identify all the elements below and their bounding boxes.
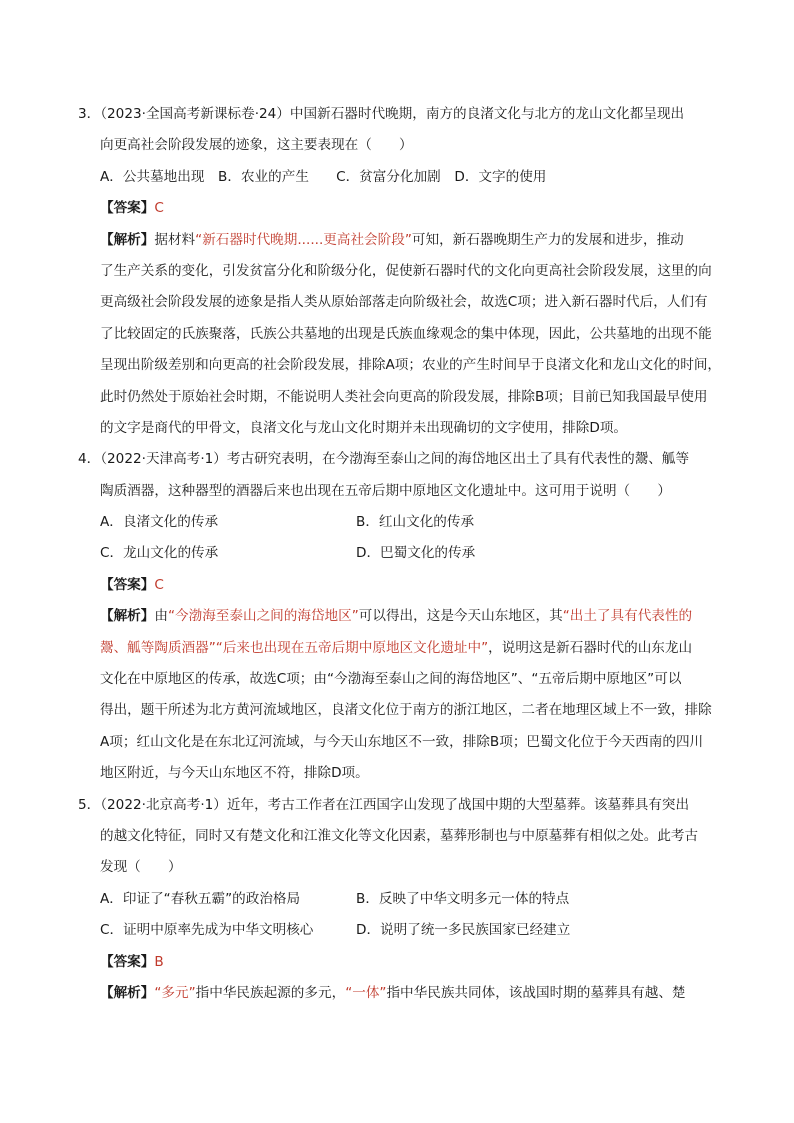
document-content [78,99,728,1009]
option-d: D．巴蜀文化的传承 [356,545,476,562]
option-c: C．证明中原率先成为中华文明核心 [100,922,314,939]
answer-value: C [154,576,164,593]
analysis-seg: 可知，新石器晚期生产力的发展和进步，推动 [411,231,684,248]
analysis-line: 了比较固定的氏族聚落，氏族公共墓地的出现是氏族血缘观念的集中体现，因此，公共墓地的出现不能 [100,325,712,342]
answer-label: 【答案】 [100,953,155,970]
option-c: C．龙山文化的传承 [100,545,219,562]
question-text-line: 向更高社会阶段发展的迹象，这主要表现在（ ） [100,137,413,154]
option-d: D．说明了统一多民族国家已经建立 [356,922,571,939]
analysis-seg: 由 [154,608,168,625]
analysis-label: 【解析】 [100,984,155,1001]
analysis-line [78,633,728,664]
options-row [78,884,728,915]
answer-line [78,570,728,601]
analysis-seg: 指中华民族共同体，该战国时期的墓葬具有越、楚 [386,984,686,1001]
analysis-label: 【解析】 [100,231,155,248]
analysis-line: 呈现出阶级差别和向更高的社会阶段发展，排除A项；农业的产生时间早于良渚文化和龙山文化的时间， [100,357,722,374]
answer-label: 【答案】 [100,576,155,593]
question-5 [78,790,728,1010]
analysis-line: A项；红山文化是在东北辽河流域，与今天山东地区不一致，排除B项；巴蜀文化位于今天西南的四川 [100,733,704,750]
answer-line [78,193,728,224]
analysis-line: 文化在中原地区的传承，故选C项；由“今渤海至泰山之间的海岱地区”、“五帝后期中原地区”可以 [100,671,682,688]
analysis-seg: ，说明这是新石器时代的山东龙山 [488,639,693,656]
analysis-line [78,225,728,256]
analysis-line: 此时仍然处于原始社会时期，不能说明人类社会向更高的阶段发展，排除B项；目前已知我国最早使用 [100,388,708,405]
analysis-line: 地区附近，与今天山东地区不符，排除D项。 [100,765,369,782]
analysis-quote: 鬶、觚等陶质酒器”“后来也出现在五帝后期中原地区文化遗址中” [100,639,489,656]
options-line: A．公共墓地出现 B．农业的产生 C．贫富分化加剧 D．文字的使用 [100,168,547,185]
options-row [78,538,728,569]
analysis-line: 的文字是商代的甲骨文，良渚文化与龙山文化时期并未出现确切的文字使用，排除D项。 [100,419,628,436]
option-b: B．红山文化的传承 [356,514,475,531]
analysis-line: 更高级社会阶段发展的迹象是指人类从原始部落走向阶级社会，故选C项；进入新石器时代后，人们有 [100,294,708,311]
analysis-line [78,601,728,632]
question-text-line: 5．（2022·北京高考·1）近年，考古工作者在江西国字山发现了战国中期的大型墓葬。该墓葬具有突出 [78,796,690,813]
analysis-line [78,978,728,1009]
analysis-quote: “出土了具有代表性的 [562,608,693,625]
options-row [78,915,728,946]
analysis-line: 得出，题干所述为北方黄河流域地区，良渚文化位于南方的浙江地区，二者在地理区域上不一致，排除 [100,702,712,719]
answer-value: C [154,200,164,217]
options-row [78,507,728,538]
question-3 [78,99,728,444]
question-text-line: 4．（2022·天津高考·1）考古研究表明，在今渤海至泰山之间的海岱地区出土了具有代表性的鬶、觚等 [78,451,690,468]
question-text-line: 发现（ ） [100,859,182,876]
question-text-line: 3．（2023·全国高考新课标卷·24）中国新石器时代晚期，南方的良渚文化与北方的龙山文化都呈现出 [78,106,685,122]
question-text-line: 陶质酒器，这种器型的酒器后来也出现在五帝后期中原地区文化遗址中。这可用于说明（ ） [100,482,671,499]
option-b: B．反映了中华文明多元一体的特点 [356,890,570,907]
option-a: A．良渚文化的传承 [100,514,219,531]
answer-value: B [154,953,164,970]
option-a: A．印证了“春秋五霸”的政治格局 [100,890,301,907]
question-4 [78,444,728,789]
question-text-line: 的越文化特征，同时又有楚文化和江淮文化等文化因素，墓葬形制也与中原墓葬有相似之处。此考古 [100,827,699,844]
analysis-seg: 指中华民族起源的多元， [195,984,346,1001]
analysis-line: 了生产关系的变化，引发贫富分化和阶级分化，促使新石器时代的文化向更高社会阶段发展，这里的向 [100,262,712,279]
analysis-label: 【解析】 [100,608,155,625]
analysis-seg: 可以得出，这是今天山东地区，其 [358,608,563,625]
analysis-seg: 据材料 [154,231,196,248]
analysis-quote: “今渤海至泰山之间的海岱地区” [167,608,359,625]
answer-label: 【答案】 [100,200,155,217]
analysis-quote: “多元” [154,984,196,1001]
analysis-quote: “新石器时代晚期......更高社会阶段” [195,231,412,248]
answer-line [78,947,728,978]
analysis-quote: “一体” [345,984,387,1001]
